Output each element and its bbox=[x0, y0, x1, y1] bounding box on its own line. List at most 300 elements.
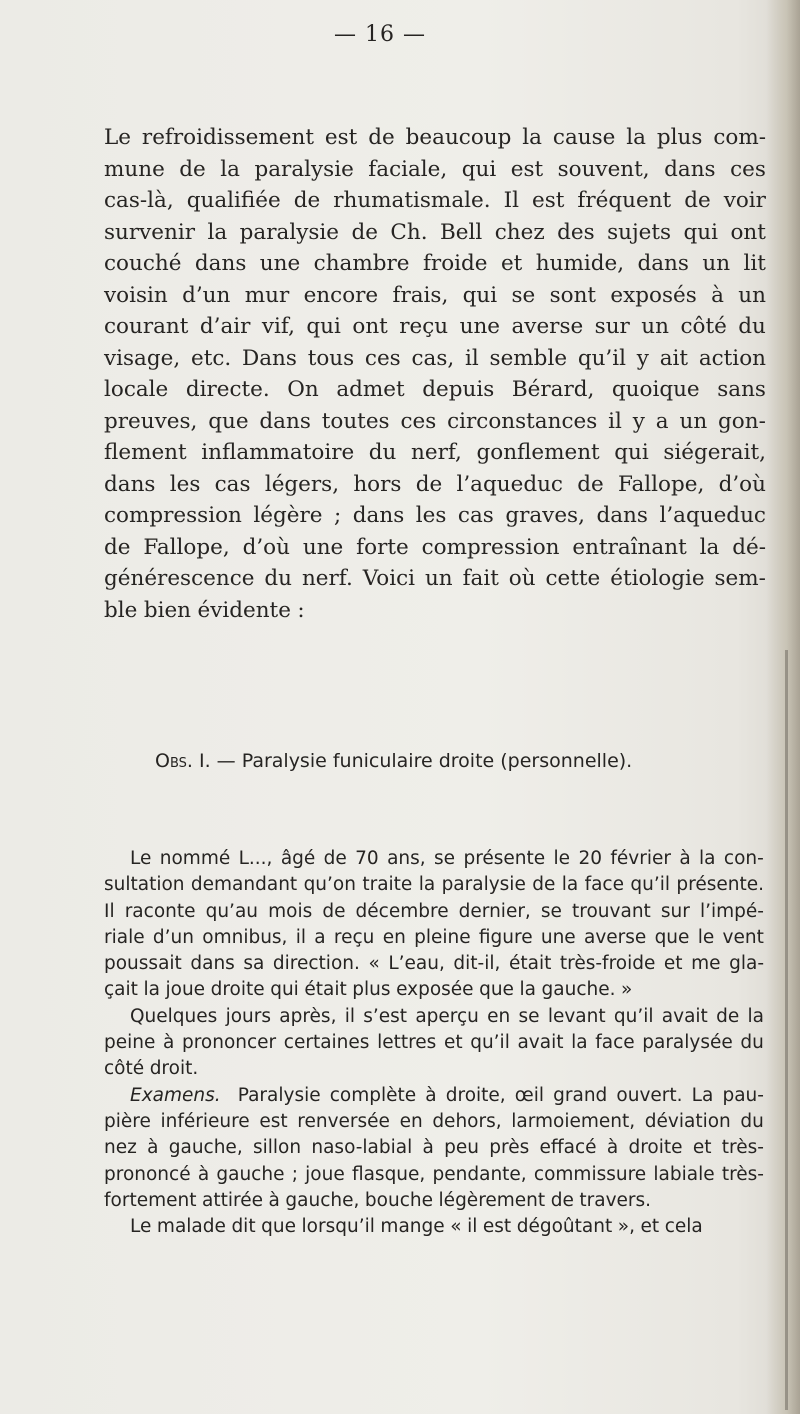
word: prononcé bbox=[104, 1163, 191, 1185]
word: qui bbox=[270, 979, 299, 1001]
observation-line bbox=[104, 1214, 764, 1240]
word: âgé bbox=[280, 848, 316, 869]
word: larmoiement, bbox=[511, 1110, 636, 1132]
word: un bbox=[702, 251, 731, 276]
word: très-froide bbox=[559, 953, 656, 975]
text-line bbox=[104, 217, 766, 249]
word: ait bbox=[659, 345, 689, 371]
word: », bbox=[617, 1216, 635, 1238]
word: sultation bbox=[104, 874, 185, 896]
word: est bbox=[510, 156, 544, 182]
word: Il bbox=[503, 188, 519, 213]
word: Paralysie bbox=[237, 1084, 321, 1106]
page-edge-shadow bbox=[766, 0, 800, 1414]
word: gla- bbox=[729, 953, 764, 975]
word: de bbox=[532, 874, 556, 896]
observation-line bbox=[104, 1083, 764, 1109]
word: fait bbox=[462, 566, 499, 591]
word: la bbox=[699, 534, 720, 560]
word: qu’il bbox=[577, 345, 627, 371]
word: côté bbox=[104, 1058, 145, 1080]
main-paragraph bbox=[104, 122, 766, 626]
word: de bbox=[351, 219, 378, 245]
word: inférieure bbox=[160, 1110, 250, 1132]
word: dans bbox=[596, 503, 648, 528]
word: sur bbox=[594, 314, 630, 339]
word: gauche bbox=[216, 1163, 285, 1185]
word: action bbox=[698, 345, 766, 371]
observation-title: — Paralysie funiculaire droite (personnelle). bbox=[216, 750, 633, 772]
word: générescence bbox=[104, 566, 255, 591]
word: un bbox=[424, 566, 453, 591]
word: etc. bbox=[190, 345, 232, 371]
word: l’aqueduc bbox=[456, 471, 563, 497]
word: de bbox=[415, 471, 443, 497]
word: gauche. bbox=[541, 979, 616, 1001]
word: riale bbox=[104, 926, 145, 948]
word: circonstances bbox=[447, 408, 598, 434]
text-line bbox=[104, 437, 766, 469]
word: dans bbox=[664, 156, 716, 182]
word: qu’on bbox=[303, 874, 356, 896]
word: con- bbox=[723, 848, 764, 869]
word: directe. bbox=[185, 377, 270, 402]
word: dans bbox=[637, 251, 689, 276]
word: très- bbox=[721, 1137, 764, 1159]
text-line bbox=[104, 532, 766, 564]
word: à bbox=[711, 282, 724, 308]
word: me bbox=[691, 953, 721, 975]
word: gauche, bbox=[168, 1137, 243, 1159]
observation-line bbox=[104, 1109, 764, 1135]
word: d’où bbox=[242, 534, 290, 560]
word: il bbox=[295, 926, 307, 948]
word: l’aqueduc bbox=[659, 503, 766, 528]
word: de bbox=[550, 1189, 574, 1211]
word: L’eau, bbox=[388, 953, 445, 975]
observation-line bbox=[104, 1056, 764, 1082]
word: Dans bbox=[241, 345, 297, 371]
word: un bbox=[679, 408, 708, 434]
word: où bbox=[508, 566, 536, 591]
word: pendante, bbox=[432, 1163, 527, 1185]
word: à bbox=[425, 1084, 437, 1106]
word: que bbox=[654, 926, 690, 948]
word: paralysie bbox=[441, 874, 526, 896]
word: nommé bbox=[159, 848, 231, 869]
word: admet bbox=[336, 377, 405, 402]
word: tous bbox=[307, 345, 355, 371]
word: malade bbox=[156, 1216, 226, 1238]
word: dernier, bbox=[458, 900, 531, 922]
observation-line bbox=[104, 1004, 764, 1030]
word: bouche bbox=[364, 1189, 433, 1211]
word: dé- bbox=[732, 534, 766, 560]
word: vif, bbox=[261, 314, 295, 339]
word: en bbox=[487, 1005, 511, 1027]
word: certaines bbox=[283, 1032, 370, 1054]
word: la bbox=[522, 125, 542, 150]
word: gonflement bbox=[476, 440, 600, 465]
word: que bbox=[479, 979, 514, 1001]
word: ces bbox=[400, 408, 437, 434]
word: plus bbox=[656, 125, 703, 150]
word: cas-là, bbox=[104, 188, 174, 213]
word: la bbox=[571, 1032, 588, 1054]
word: sur bbox=[660, 900, 690, 922]
word: droit. bbox=[149, 1058, 199, 1080]
word: entraînant bbox=[572, 534, 687, 560]
word: était bbox=[304, 979, 347, 1001]
word: droite, bbox=[445, 1084, 506, 1106]
word: la bbox=[561, 874, 579, 896]
word: face bbox=[595, 1032, 635, 1054]
word: beaucoup bbox=[405, 125, 512, 150]
word: de bbox=[684, 188, 711, 213]
word: droite bbox=[210, 979, 265, 1001]
word: Le bbox=[104, 125, 132, 150]
word: mange bbox=[380, 1216, 445, 1238]
word: très- bbox=[721, 1163, 764, 1185]
word: travers. bbox=[579, 1189, 652, 1211]
word: sa bbox=[243, 953, 265, 975]
word: ces bbox=[730, 156, 766, 182]
observation-abbr: Obs. I. bbox=[155, 750, 211, 772]
word: raconte bbox=[124, 900, 196, 922]
word: Bell bbox=[439, 219, 483, 245]
word: sem- bbox=[714, 566, 766, 591]
word: dans bbox=[194, 251, 247, 276]
word: qu’il bbox=[630, 874, 670, 896]
word: se bbox=[434, 848, 456, 869]
word: et bbox=[443, 1032, 463, 1054]
observation-line bbox=[104, 846, 764, 872]
word: paralysée bbox=[642, 1032, 733, 1054]
word: traite bbox=[362, 874, 413, 896]
word: œil bbox=[514, 1084, 545, 1106]
word: une bbox=[302, 534, 344, 560]
word: la bbox=[626, 125, 646, 150]
word: flasque, bbox=[351, 1163, 426, 1185]
word: évidente bbox=[197, 597, 291, 623]
word: Ch. bbox=[390, 219, 428, 245]
word: pau- bbox=[722, 1084, 764, 1106]
word: demandant bbox=[190, 874, 298, 896]
word: Le bbox=[130, 1216, 152, 1238]
word: voir bbox=[723, 188, 766, 213]
word: depuis bbox=[422, 377, 495, 402]
word: cause bbox=[552, 125, 616, 150]
word: la bbox=[220, 156, 240, 182]
word: gauche, bbox=[285, 1189, 360, 1211]
word: couché bbox=[104, 251, 182, 276]
word: mois bbox=[268, 900, 313, 922]
word: vent bbox=[722, 926, 764, 948]
word: il bbox=[344, 1005, 355, 1027]
word: et bbox=[692, 1137, 712, 1159]
word: du bbox=[740, 1110, 764, 1132]
word: exposés bbox=[610, 282, 697, 308]
observation-line bbox=[104, 1030, 764, 1056]
word: jours bbox=[225, 1005, 271, 1027]
word: Bérard, bbox=[511, 377, 595, 402]
word: averse bbox=[583, 926, 647, 948]
word: pleine bbox=[414, 926, 471, 948]
word: d’un bbox=[152, 926, 194, 948]
text-line bbox=[104, 563, 766, 595]
word: grand bbox=[553, 1084, 608, 1106]
word: dit-il, bbox=[453, 953, 501, 975]
word: com- bbox=[713, 125, 766, 150]
word: ces bbox=[364, 345, 401, 371]
word: La bbox=[691, 1084, 714, 1106]
word: Le bbox=[130, 848, 152, 869]
word: la bbox=[418, 874, 436, 896]
word: lorsqu’il bbox=[301, 1216, 375, 1238]
word: reçu bbox=[333, 926, 375, 948]
word: était bbox=[508, 953, 552, 975]
word: paralysie bbox=[239, 219, 339, 245]
word: semble bbox=[489, 345, 568, 371]
word: çait bbox=[104, 979, 138, 1001]
word: voisin bbox=[104, 282, 168, 308]
word: cette bbox=[545, 566, 601, 591]
word: faciale, bbox=[368, 156, 448, 182]
word: de bbox=[293, 188, 321, 213]
word: droite bbox=[628, 1137, 683, 1159]
word: et bbox=[663, 953, 683, 975]
word: sillon bbox=[252, 1137, 302, 1159]
word: dans bbox=[259, 408, 311, 434]
word: et bbox=[500, 251, 523, 276]
word: peine bbox=[104, 1032, 156, 1054]
word: ans, bbox=[387, 848, 426, 869]
word: omnibus, bbox=[202, 926, 288, 948]
text-line bbox=[104, 311, 766, 343]
word: étiologie bbox=[610, 566, 705, 591]
word: prononcer bbox=[181, 1032, 277, 1054]
word: 70 bbox=[355, 848, 379, 869]
word: direction. bbox=[272, 953, 360, 975]
word: » bbox=[621, 979, 633, 1001]
word: à bbox=[268, 1189, 280, 1211]
word: de bbox=[104, 534, 131, 560]
text-line bbox=[104, 406, 766, 438]
word: de bbox=[577, 471, 604, 497]
word: se bbox=[511, 282, 536, 308]
word: : bbox=[297, 597, 305, 623]
text-line bbox=[104, 122, 766, 154]
word: en bbox=[399, 1110, 423, 1132]
word: que bbox=[208, 408, 249, 434]
word: exposée bbox=[396, 979, 474, 1001]
word: Fallope, bbox=[143, 534, 230, 560]
word: pière bbox=[104, 1110, 151, 1132]
observation-line bbox=[104, 1188, 764, 1214]
word: le bbox=[553, 848, 571, 869]
word: des bbox=[557, 219, 595, 245]
word: est bbox=[531, 188, 565, 213]
word: dit bbox=[231, 1216, 256, 1238]
word: côté bbox=[680, 314, 727, 339]
word: sans bbox=[717, 377, 766, 402]
word: de bbox=[716, 1005, 740, 1027]
word: à bbox=[197, 1163, 210, 1185]
observation-heading bbox=[155, 750, 632, 772]
word: effacé bbox=[539, 1137, 597, 1159]
word: se bbox=[518, 1005, 540, 1027]
word: qui bbox=[306, 314, 341, 339]
word: qualifiée bbox=[186, 188, 281, 213]
word: à bbox=[679, 848, 691, 869]
word: Il bbox=[104, 900, 115, 922]
word: lit bbox=[743, 251, 766, 276]
word: le bbox=[697, 926, 715, 948]
word: figure bbox=[478, 926, 533, 948]
observation-line bbox=[104, 1135, 764, 1161]
word: la bbox=[143, 979, 160, 1001]
word: toutes bbox=[321, 408, 390, 434]
word: ont bbox=[352, 314, 388, 339]
word: refroidissement bbox=[141, 125, 315, 150]
word: qu’au bbox=[205, 900, 259, 922]
word: rhumatismale. bbox=[333, 188, 491, 213]
word: qui bbox=[683, 219, 719, 245]
word: humide, bbox=[535, 251, 625, 276]
word: face bbox=[584, 874, 624, 896]
word: y bbox=[632, 408, 645, 434]
word: nez bbox=[104, 1137, 137, 1159]
word: avait bbox=[517, 1032, 564, 1054]
word: poussait bbox=[104, 953, 182, 975]
word: reçu bbox=[399, 314, 449, 339]
word: « bbox=[368, 953, 380, 975]
section-label: Examens. bbox=[130, 1084, 221, 1106]
word: compression bbox=[421, 534, 560, 560]
word: à bbox=[147, 1137, 159, 1159]
word: les bbox=[169, 471, 201, 497]
word: de bbox=[322, 900, 346, 922]
word: forte bbox=[356, 534, 409, 560]
word: a bbox=[655, 408, 669, 434]
word: Voici bbox=[362, 566, 416, 591]
word: cas, bbox=[411, 345, 455, 371]
word: attirée bbox=[202, 1189, 263, 1211]
text-line bbox=[104, 154, 766, 186]
word: du bbox=[368, 440, 397, 465]
word: souvent, bbox=[557, 156, 650, 182]
word: décembre bbox=[355, 900, 449, 922]
word: il bbox=[465, 345, 479, 371]
observation-line bbox=[104, 899, 764, 925]
word: il bbox=[467, 1216, 478, 1238]
word: gon- bbox=[718, 408, 766, 434]
observation-line bbox=[104, 951, 764, 977]
word: s’est bbox=[363, 1005, 408, 1027]
word: cela bbox=[664, 1216, 703, 1238]
word: chambre bbox=[313, 251, 410, 276]
word: frais, bbox=[392, 282, 449, 308]
word: levant bbox=[547, 1005, 606, 1027]
text-line bbox=[104, 595, 766, 627]
word: encore bbox=[303, 282, 379, 308]
word: une bbox=[259, 251, 301, 276]
text-line bbox=[104, 500, 766, 532]
word: dans bbox=[104, 471, 156, 497]
word: fréquent bbox=[577, 188, 672, 213]
observation-line bbox=[104, 872, 764, 898]
word: sont bbox=[549, 282, 597, 308]
word: Quelques bbox=[130, 1005, 218, 1027]
word: une bbox=[459, 314, 501, 339]
word: preuves, bbox=[104, 408, 198, 434]
word: est bbox=[482, 1216, 512, 1238]
word: qui bbox=[614, 440, 649, 465]
word: à bbox=[422, 1137, 434, 1159]
word: déviation bbox=[644, 1110, 731, 1132]
word: peu bbox=[444, 1137, 480, 1159]
word: lettres bbox=[377, 1032, 437, 1054]
page-binding-line bbox=[785, 650, 788, 1410]
word: ; bbox=[334, 503, 342, 528]
word: fortement bbox=[104, 1189, 197, 1211]
observation-line bbox=[104, 925, 764, 951]
word: graves, bbox=[505, 503, 585, 528]
page-number: — 16 — bbox=[334, 22, 426, 47]
word: 20 bbox=[578, 848, 602, 869]
word: qu’il bbox=[470, 1032, 510, 1054]
word: après, bbox=[279, 1005, 337, 1027]
text-line bbox=[104, 280, 766, 312]
word: qu’il bbox=[613, 1005, 654, 1027]
word: que bbox=[261, 1216, 296, 1238]
word: la bbox=[699, 848, 716, 869]
word: siégerait, bbox=[663, 440, 766, 465]
word: d’air bbox=[199, 314, 251, 339]
word: de bbox=[368, 125, 395, 150]
word: d’où bbox=[718, 471, 766, 497]
word: de bbox=[323, 848, 347, 869]
word: nerf. bbox=[301, 566, 353, 591]
word: chez bbox=[494, 219, 545, 245]
observation-line bbox=[104, 977, 764, 1003]
word: survenir bbox=[104, 219, 196, 245]
word: en bbox=[382, 926, 406, 948]
word: de bbox=[179, 156, 206, 182]
word: locale bbox=[104, 377, 169, 402]
word: du bbox=[740, 1032, 764, 1054]
word: est bbox=[324, 125, 358, 150]
word: quoique bbox=[611, 377, 700, 402]
word: « bbox=[450, 1216, 462, 1238]
word: dehors, bbox=[432, 1110, 502, 1132]
word: Fallope, bbox=[618, 471, 705, 497]
word: un bbox=[641, 314, 669, 339]
word: dans bbox=[190, 953, 235, 975]
word: à bbox=[163, 1032, 175, 1054]
word: dans bbox=[352, 503, 405, 528]
text-line bbox=[104, 343, 766, 375]
word: ouvert. bbox=[616, 1084, 683, 1106]
word: d’un bbox=[182, 282, 231, 308]
text-line bbox=[104, 374, 766, 406]
word: légers, bbox=[264, 471, 340, 497]
word: une bbox=[540, 926, 576, 948]
word: nerf, bbox=[411, 440, 462, 465]
word: sujets bbox=[607, 219, 672, 245]
observation-text bbox=[104, 846, 764, 1240]
word: la bbox=[207, 219, 228, 245]
